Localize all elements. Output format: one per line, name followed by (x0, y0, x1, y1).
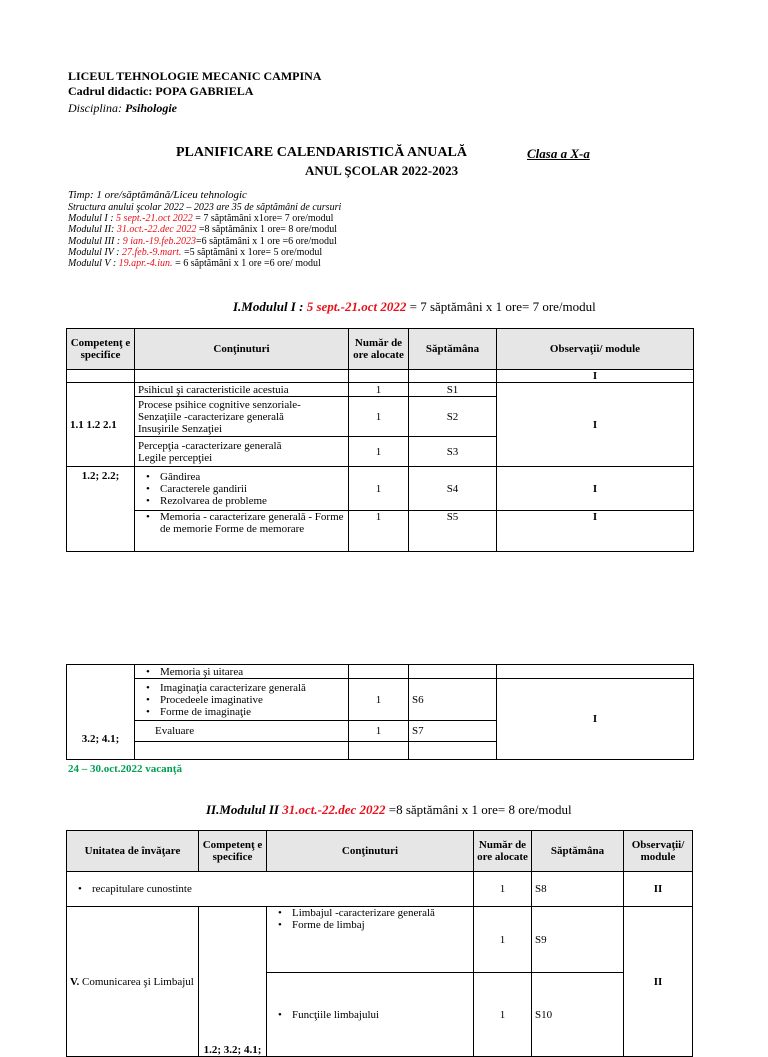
school-name: LICEUL TEHNOLOGIE MECANIC CAMPINA (68, 69, 322, 83)
hours-cell: 1 (349, 467, 409, 511)
class-label: Clasa a X-a (527, 146, 590, 161)
discipline-value: Psihologie (125, 101, 178, 115)
col-header-saptamana: Săptămâna (532, 831, 624, 872)
col-header-numar: Număr de ore alocate (349, 329, 409, 370)
module1-table-continued (66, 664, 694, 760)
teacher-line (68, 84, 253, 99)
content-cell (135, 467, 349, 511)
col-header-unitatea: Unitatea de învăţare (67, 831, 199, 872)
discipline-line (68, 101, 177, 116)
teacher-label: Cadrul didactic: (68, 84, 153, 98)
list-item: • Caracterele gandirii (160, 483, 345, 495)
week-cell: S8 (532, 872, 624, 907)
week-cell: S4 (409, 467, 497, 511)
content-cell (67, 872, 474, 907)
module2-heading: II.Modulul II 31.oct.-22.dec 2022 =8 săptămâni x 1 ore= 8 ore/modul (206, 802, 572, 817)
list-item: • Forme de imaginaţie (160, 706, 345, 718)
col-header-competente: Competenţ e specifice (67, 329, 135, 370)
col-header-continuturi: Conţinuturi (267, 831, 474, 872)
page-title: PLANIFICARE CALENDARISTICĂ ANUALĂ (176, 145, 467, 160)
obs-cell: I (497, 383, 694, 467)
hours-cell: 1 (349, 383, 409, 397)
module-line-5: Modulul V : 19.apr.-4.iun. = 6 săptămâni x 1 ore =6 ore/ modul (68, 258, 321, 269)
content-cell: Psihicul şi caracteristicile acestuia (135, 383, 349, 397)
structura-line: Structura anului şcolar 2022 – 2023 are 35 de săptămâni de cursuri (68, 202, 342, 213)
col-header-observatii: Observaţii/ module (624, 831, 693, 872)
hours-cell: 1 (474, 872, 532, 907)
vacation-note: 24 – 30.oct.2022 vacanţă (68, 763, 182, 775)
table-row (67, 679, 694, 721)
col-header-continuturi: Conţinuturi (135, 329, 349, 370)
week-cell: S10 (532, 973, 624, 1057)
table-row (67, 511, 694, 552)
list-item: • Memoria - caracterizare generală - Forme de memorie Forme de memorare (160, 511, 345, 535)
col-header-saptamana: Săptămâna (409, 329, 497, 370)
content-cell (135, 511, 349, 552)
hours-cell: 1 (349, 437, 409, 467)
list-item: • Gândirea (160, 471, 345, 483)
hours-cell: 1 (349, 721, 409, 742)
obs-cell: II (624, 872, 693, 907)
col-header-competente: Competenţ e specifice (199, 831, 267, 872)
obs-cell: I (497, 467, 694, 511)
module2-table (66, 830, 693, 1057)
module-line-4: Modulul IV : 27.feb.-9.mart. =5 săptămâni x 1ore= 5 ore/modul (68, 247, 323, 258)
obs-cell: I (497, 370, 694, 383)
content-cell (135, 679, 349, 721)
week-cell: S7 (409, 721, 497, 742)
hours-cell: 1 (474, 907, 532, 973)
table-row (67, 467, 694, 511)
module-line-2: Modulul II: 31.oct.-22.dec 2022 =8 săptămânix 1 ore= 8 ore/modul (68, 224, 338, 235)
hours-cell: 1 (474, 973, 532, 1057)
table-row (67, 370, 694, 383)
competente-cell: 1.2; 3.2; 4.1; (199, 907, 267, 1057)
list-item: • Memoria şi uitarea (160, 666, 345, 678)
col-header-observatii: Observaţii/ module (497, 329, 694, 370)
list-item: • Procedeele imaginative (160, 694, 345, 706)
module-line-3: Modulul III : 9 ian.-19.feb.2023=6 săptămâni x 1 ore =6 ore/modul (68, 236, 337, 247)
obs-cell: I (497, 679, 694, 760)
content-cell (135, 665, 349, 679)
obs-cell: I (497, 511, 694, 552)
hours-cell: 1 (349, 511, 409, 552)
table-row (67, 872, 693, 907)
list-item: • Forme de limbaj (292, 919, 470, 931)
module1-table (66, 328, 694, 552)
table-row (67, 907, 693, 973)
table-row (67, 665, 694, 679)
week-cell: S9 (532, 907, 624, 973)
discipline-label: Disciplina: (68, 101, 122, 115)
list-item: • Limbajul -caracterizare generală (292, 907, 470, 919)
content-cell (267, 907, 474, 973)
list-item: • Imaginaţia caracterizare generală (160, 682, 345, 694)
week-cell: S1 (409, 383, 497, 397)
obs-cell: II (624, 907, 693, 1057)
module-line-1: Modulul I : 5 sept.-21.oct 2022 = 7 săptămâni x1ore= 7 ore/modul (68, 213, 334, 224)
timp-line: Timp: 1 ore/săptămână/Liceu tehnologic (68, 189, 247, 201)
hours-cell: 1 (349, 679, 409, 721)
content-cell: Evaluare (135, 721, 349, 742)
week-cell: S6 (409, 679, 497, 721)
week-cell: S2 (409, 397, 497, 437)
list-item: • recapitulare cunostinte (92, 883, 470, 895)
list-item: • Rezolvarea de probleme (160, 495, 345, 507)
week-cell: S5 (409, 511, 497, 552)
content-cell: Percepţia -caracterizare generală Legile percepţiei (135, 437, 349, 467)
teacher-name: POPA GABRIELA (155, 84, 254, 98)
week-cell: S3 (409, 437, 497, 467)
content-cell (267, 973, 474, 1057)
list-item: • Funcţiile limbajului (292, 1009, 470, 1021)
hours-cell: 1 (349, 397, 409, 437)
school-year: ANUL ŞCOLAR 2022-2023 (305, 163, 459, 178)
module1-heading: I.Modulul I : 5 sept.-21.oct 2022 = 7 săptămâni x 1 ore= 7 ore/modul (233, 299, 596, 314)
content-cell: Procese psihice cognitive senzoriale- Senzaţiile -caracterizare generală Insuşirile Senzaţiei (135, 397, 349, 437)
table-row (67, 383, 694, 397)
unit-cell: V. Comunicarea şi Limbajul (67, 907, 199, 1057)
competente-cell: 3.2; 4.1; (67, 665, 135, 760)
col-header-numar: Număr de ore alocate (474, 831, 532, 872)
competente-cell: 1.2; 2.2; (67, 467, 135, 552)
competente-cell: 1.1 1.2 2.1 (67, 383, 135, 467)
